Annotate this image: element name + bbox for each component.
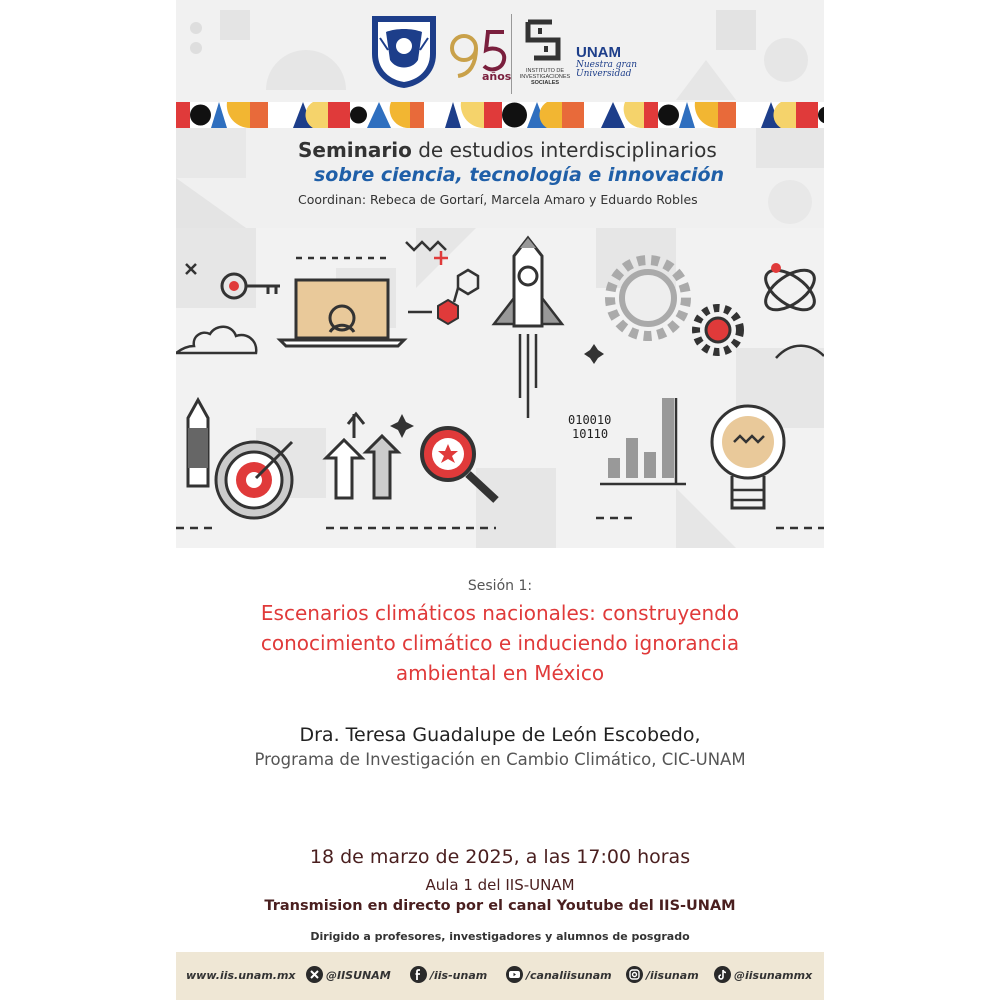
instagram-link[interactable]: /iisunam xyxy=(646,969,699,982)
instagram-icon xyxy=(626,966,643,983)
stripe-shape xyxy=(190,105,211,126)
coordinators: Coordinan: Rebeca de Gortarí, Marcela Amaro y Eduardo Robles xyxy=(298,192,698,207)
stripe-shape xyxy=(502,103,527,128)
event-stream: Transmision en directo por el canal Youtube del IIS-UNAM xyxy=(264,898,736,914)
speaker-affiliation: Programa de Investigación en Cambio Climático, CIC-UNAM xyxy=(254,750,746,769)
science-technology-illustration xyxy=(176,228,824,548)
pencil-icon xyxy=(188,400,208,486)
cloud-icon xyxy=(176,327,256,353)
stripe-shape xyxy=(424,105,445,126)
session-title-line3: ambiental en México xyxy=(395,661,605,685)
facebook-icon xyxy=(410,966,427,983)
speaker-name: Dra. Teresa Guadalupe de León Escobedo, xyxy=(299,724,701,746)
stripe-shape xyxy=(562,102,584,128)
website-link[interactable]: www.iis.unam.mx xyxy=(186,969,296,982)
stripe-shape xyxy=(484,102,502,128)
iis-symbol-icon xyxy=(512,14,574,68)
unam-tagline: Nuestra gran Universidad xyxy=(576,60,637,79)
stripe-shape xyxy=(328,102,350,128)
iis-logo xyxy=(511,14,574,94)
stripe-shape xyxy=(410,102,424,128)
tiktok-icon xyxy=(714,966,731,983)
growth-arrows-icon xyxy=(326,414,398,498)
stripe-shape xyxy=(539,102,562,128)
tiktok-link[interactable]: @iisunammx xyxy=(734,969,813,982)
bar-chart-icon xyxy=(600,398,686,484)
stripe-shape xyxy=(584,107,601,124)
stripe-shape xyxy=(305,102,328,128)
stripe-shape xyxy=(176,102,190,128)
anniversary-95-logo xyxy=(448,22,512,82)
youtube-icon xyxy=(506,966,523,983)
unam-wordmark xyxy=(576,44,646,84)
stripe-shape xyxy=(796,102,818,128)
rocket-icon xyxy=(494,238,562,418)
atom-icon xyxy=(759,262,821,317)
iis-label-line3: SOCIALES xyxy=(530,80,560,86)
session-title xyxy=(190,598,810,688)
binary-line1: 010010 xyxy=(568,413,612,427)
x-handle-link[interactable]: @IISUNAM xyxy=(326,969,391,982)
stripe-shape xyxy=(736,103,761,128)
facebook-link[interactable]: /iis-unam xyxy=(430,969,488,982)
stripe-shape xyxy=(644,102,658,128)
laptop-gear-icon xyxy=(280,280,404,346)
seminar-subtitle: sobre ciencia, tecnología e innovación xyxy=(314,164,725,186)
stripe-shape xyxy=(658,105,679,126)
youtube-link[interactable]: /canaliisunam xyxy=(526,969,612,982)
decorative-stripe xyxy=(176,102,824,128)
iis-label-line2: INVESTIGACIONES xyxy=(519,74,571,80)
poster xyxy=(176,0,824,1000)
session-title-line1: Escenarios climáticos nacionales: construyendo xyxy=(260,601,740,625)
stripe-shape xyxy=(718,102,736,128)
x-icon xyxy=(306,966,323,983)
unam-seal-logo xyxy=(366,10,442,90)
sparkle-icon xyxy=(584,344,604,364)
header xyxy=(176,0,824,102)
binary-line2: 10110 xyxy=(572,427,609,441)
event-room: Aula 1 del IIS-UNAM xyxy=(425,876,575,894)
target-icon xyxy=(216,442,292,518)
iis-label-line1: INSTITUTO DE xyxy=(525,68,565,74)
stripe-shape xyxy=(268,103,293,128)
seminar-title xyxy=(298,138,717,162)
seminar-title-rest: de estudios interdisciplinarios xyxy=(411,138,717,162)
footer xyxy=(176,952,824,1000)
session-label: Sesión 1: xyxy=(467,578,533,594)
event-date: 18 de marzo de 2025, a las 17:00 horas xyxy=(309,846,691,868)
light-bulb-icon xyxy=(712,406,784,508)
session-title-line2: conocimiento climático e induciendo ignorancia xyxy=(260,631,740,655)
anniversary-word: años xyxy=(482,70,512,82)
stripe-shape xyxy=(350,107,367,124)
event-audience: Dirigido a profesores, investigadores y alumnos de posgrado xyxy=(310,930,690,943)
unam-word: UNAM xyxy=(576,44,621,61)
stripe-shape xyxy=(773,102,796,128)
seminar-title-bold: Seminario xyxy=(298,138,412,162)
stripe-shape xyxy=(250,102,268,128)
iis-label xyxy=(516,68,574,86)
magnifier-star-icon xyxy=(422,428,496,500)
